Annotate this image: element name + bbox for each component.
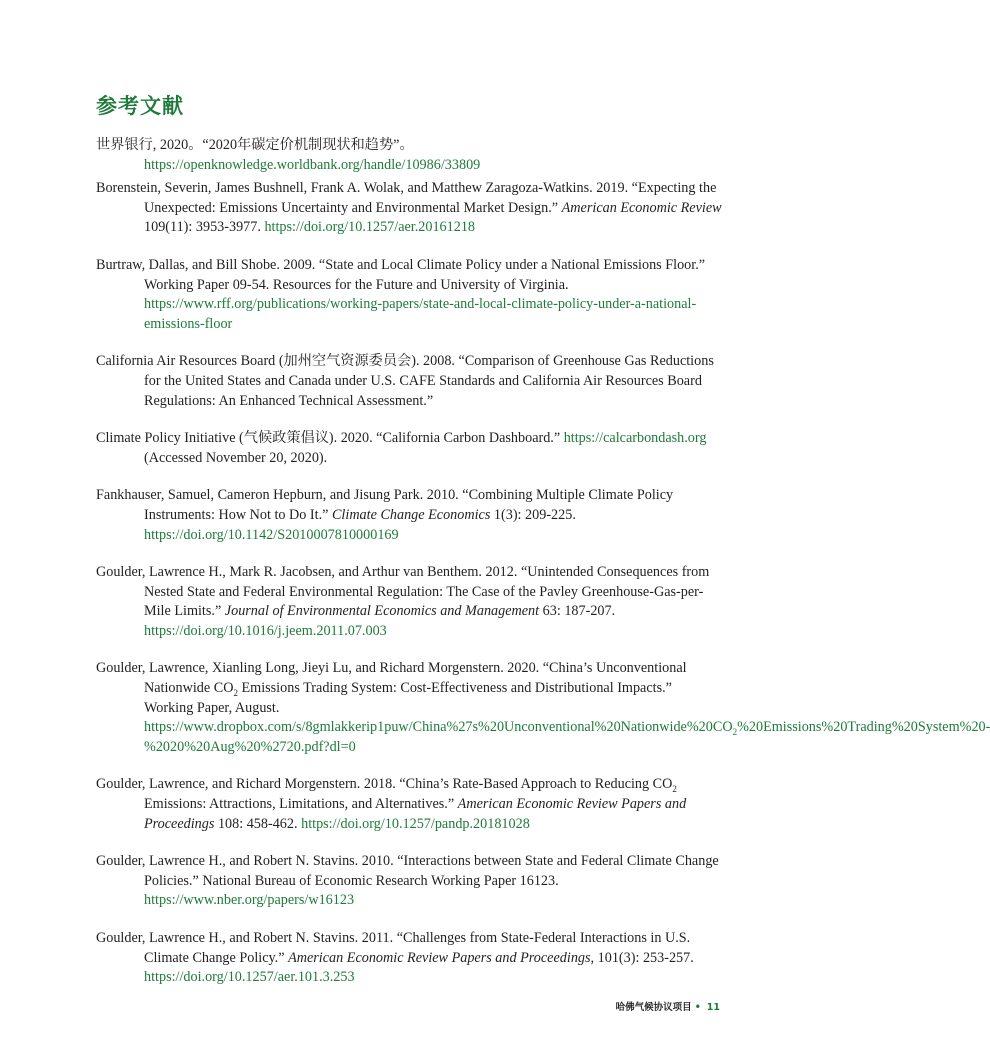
reference-link[interactable]: https://doi.org/10.1142/S2010007810000169 — [144, 526, 399, 543]
reference-text: (Accessed November 20, 2020). — [144, 449, 328, 466]
journal-title: American Economic Review Papers and Proceedings — [288, 949, 591, 966]
page-footer — [616, 999, 720, 1013]
page-number: 11 — [706, 1002, 720, 1013]
reference-text: Goulder, Lawrence H., Mark R. Jacobsen, and Arthur van Benthem. 2012. “Unintended Consequences from Nested State and Federal Environmental Regulation: The Case of the Pavley Greenhouse-Gas-per-Mile Limits.” — [96, 564, 710, 620]
reference-text: Burtraw, Dallas, and Bill Shobe. 2009. “State and Local Climate Policy under a National Emissions Floor.” Working Paper 09-54. Resources for the Future and University of Virginia. — [96, 256, 706, 293]
reference-item — [96, 929, 722, 988]
reference-item — [96, 852, 722, 911]
reference-text: 世界银行, 2020。“2020年碳定价机制现状和趋势”。 — [96, 137, 414, 153]
footer-separator: • — [694, 1002, 701, 1013]
reference-item — [96, 775, 722, 834]
reference-text: Climate Policy Initiative (气候政策倡议). 2020. “California Carbon Dashboard.” — [96, 430, 564, 447]
footer-label: 哈佛气候协议项目 — [615, 1002, 692, 1013]
reference-item — [96, 256, 722, 334]
subscript: 2 — [732, 727, 738, 738]
journal-title: American Economic Review Papers and Proceedings — [144, 796, 687, 832]
reference-text: California Air Resources Board (加州空气资源委员会). 2008. “Comparison of Greenhouse Gas Reductions for the United States and Canada under U.S. CAFE Standards and California Air Resources Board Regulations: An Enhanced Technical Assessment.” — [96, 353, 714, 409]
reference-text: Goulder, Lawrence, and Richard Morgenstern. 2018. “China’s Rate-Based Approach to Reducing CO — [96, 776, 673, 793]
reference-item — [96, 179, 722, 238]
reference-text: Goulder, Lawrence H., and Robert N. Stavins. 2010. “Interactions between State and Federal Climate Change Policies.” National Bureau of Economic Research Working Paper 16123. — [96, 853, 719, 889]
page-title: 参考文献 — [96, 94, 184, 118]
reference-item — [96, 563, 722, 641]
reference-text: Fankhauser, Samuel, Cameron Hepburn, and Jisung Park. 2010. “Combining Multiple Climate Policy Instruments: How Not to Do It.” — [96, 487, 674, 523]
reference-item — [96, 659, 990, 757]
reference-item — [96, 429, 722, 468]
reference-text: 1(3): 209-225. — [490, 506, 576, 523]
reference-item — [96, 352, 722, 411]
reference-text: Emissions: Attractions, Limitations, and Alternatives.” — [144, 796, 458, 813]
journal-title: Journal of Environmental Economics and Management — [224, 603, 540, 620]
journal-title: Climate Change Economics — [331, 506, 491, 523]
reference-text: 63: 187-207. — [539, 603, 616, 620]
reference-list — [96, 136, 990, 1006]
reference-link-part: https://www.dropbox.com/s/8gmlakkerip1puw/China%27s%20Unconventional%20Nationwide%20CO — [144, 719, 733, 736]
reference-text: 108: 458-462. — [214, 815, 302, 832]
reference-link[interactable]: https://doi.org/10.1016/j.jeem.2011.07.003 — [144, 622, 387, 639]
subscript: 2 — [672, 784, 677, 795]
reference-link[interactable]: https://doi.org/10.1257/aer.20161218 — [264, 219, 476, 236]
subscript: 2 — [233, 687, 238, 698]
reference-link[interactable]: https://openknowledge.worldbank.org/handle/10986/33809 — [144, 156, 481, 173]
reference-item — [96, 136, 722, 175]
reference-link[interactable]: https://www.nber.org/papers/w16123 — [144, 892, 355, 909]
reference-text: Emissions Trading System: Cost-Effectiveness and Distributional Impacts.” Working Paper, August. — [144, 680, 672, 716]
reference-text: Goulder, Lawrence H., and Robert N. Stavins. 2011. “Challenges from State-Federal Interactions in U.S. Climate Change Policy.” — [96, 930, 691, 966]
reference-link-part: %20Emissions%20Trading%20System%20-%2020%20Aug%20%2720.pdf?dl=0 — [144, 719, 990, 755]
reference-text: Borenstein, Severin, James Bushnell, Frank A. Wolak, and Matthew Zaragoza-Watkins. 2019. “Expecting the Unexpected: Emissions Uncertainty and Environmental Market Design.” — [96, 180, 717, 216]
reference-link[interactable]: https://doi.org/10.1257/pandp.20181028 — [301, 815, 530, 832]
reference-text: , 101(3): 253-257. — [590, 949, 694, 966]
reference-link[interactable] — [144, 719, 990, 755]
reference-link[interactable]: https://doi.org/10.1257/aer.101.3.253 — [144, 969, 355, 986]
reference-item — [96, 486, 722, 545]
journal-title: American Economic Review — [561, 199, 722, 216]
reference-link[interactable]: https://calcarbondash.org — [563, 430, 707, 447]
reference-text: 109(11): 3953-3977. — [144, 219, 265, 236]
reference-text: Goulder, Lawrence, Xianling Long, Jieyi Lu, and Richard Morgenstern. 2020. “China’s Unconventional Nationwide CO — [96, 660, 687, 697]
reference-link[interactable]: https://www.rff.org/publications/working-papers/state-and-local-climate-policy-under-a-national-emissions-floor — [144, 296, 697, 332]
